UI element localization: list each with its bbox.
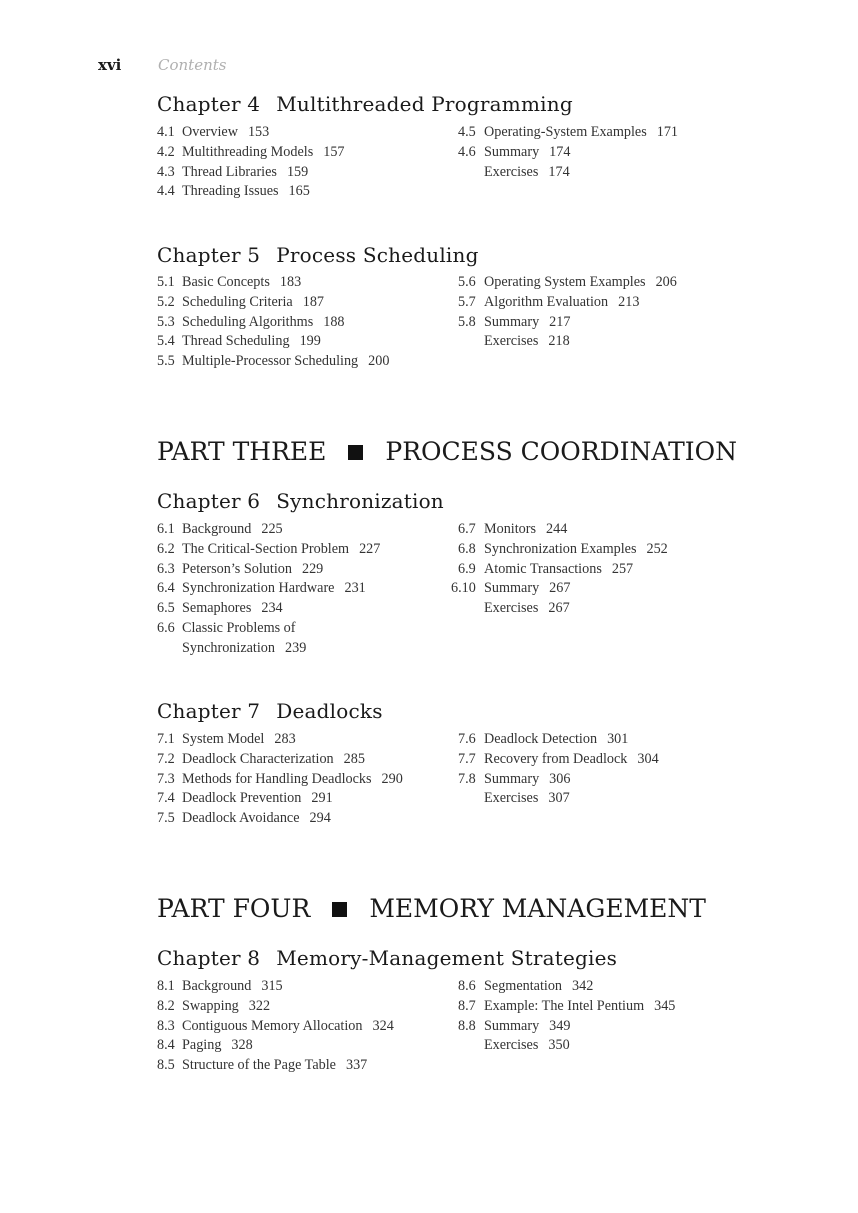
section-page: 252 [646,540,668,557]
toc-entry [157,162,308,182]
toc-entry [157,638,306,658]
section-page: 159 [286,163,309,180]
section-number: 4.6 [458,143,476,160]
section-number: 8.7 [458,997,476,1014]
toc-entry [157,598,283,618]
toc-entry [157,1035,253,1055]
section-title: Summary [484,580,540,597]
section-title: Recovery from Deadlock [484,750,628,767]
toc-entry [157,996,270,1016]
toc-entry [458,976,593,996]
section-number: 6.10 [451,580,476,597]
toc-entry [458,331,570,351]
section-page: 183 [279,274,302,290]
section-title: Deadlock Characterization [182,750,334,767]
chapter-number: Chapter 8 [157,946,261,970]
chapter-number: Chapter 4 [157,92,261,116]
chapter-title: Memory-Management Strategies [276,946,618,970]
chapter-number: Chapter 5 [157,243,261,267]
section-title: Thread Scheduling [182,333,290,350]
section-title: Contiguous Memory Allocation [182,1017,363,1034]
section-page: 290 [381,770,403,787]
toc-entry [157,976,283,996]
part-label: PART THREE [157,437,327,466]
section-page: 174 [548,163,570,180]
section-title: Segmentation [484,978,563,994]
section-title: Threading Issues [182,183,279,200]
section-page: 234 [261,600,283,617]
section-page: 315 [261,978,283,994]
section-title: Atomic Transactions [484,560,602,577]
section-number: 7.4 [157,790,175,807]
chapter-8-heading [157,946,617,970]
section-number: 7.3 [157,770,175,787]
section-number: 7.2 [157,750,175,767]
toc-entry [157,181,310,201]
section-number: 5.2 [157,293,175,310]
section-page: 165 [288,183,310,200]
section-title: Monitors [484,521,537,537]
toc-entry [458,559,633,579]
section-page: 328 [231,1037,253,1054]
section-page: 283 [274,731,296,747]
toc-entry [157,1016,394,1036]
section-number: 6.1 [157,521,175,537]
section-title: Peterson’s Solution [182,560,292,577]
section-page: 345 [654,997,676,1014]
chapter-title: Deadlocks [276,699,383,723]
section-number: 6.6 [157,620,175,636]
section-page: 285 [343,750,365,767]
section-number: 8.4 [157,1037,175,1054]
section-title: Operating System Examples [484,274,646,290]
chapter-5-heading [157,243,479,267]
section-number: 6.4 [157,580,175,597]
section-title: Synchronization [182,639,275,656]
section-title: Exercises [484,163,539,180]
section-page: 229 [301,560,324,577]
toc-entry [458,788,570,808]
toc-entry [458,598,570,618]
section-number: 4.4 [157,183,175,200]
toc-entry [157,142,345,162]
section-number: 6.9 [458,560,476,577]
section-title: Deadlock Prevention [182,790,302,807]
toc-entry [458,142,570,162]
toc-entry [157,808,331,828]
section-number: 8.5 [157,1057,175,1074]
section-title: Summary [484,143,540,160]
part-title: MEMORY MANAGEMENT [369,894,706,923]
toc-entry [458,122,678,142]
part-title: PROCESS COORDINATION [385,437,738,466]
section-page: 244 [546,521,568,537]
section-number: 7.8 [458,770,476,787]
toc-entry [157,749,365,769]
section-title: Paging [182,1037,222,1054]
chapter-title: Synchronization [276,489,444,513]
section-title: Exercises [484,333,539,350]
running-title: Contents [158,56,227,74]
section-page: 213 [618,293,640,310]
section-number: 4.5 [458,124,476,140]
section-number: 6.8 [458,540,476,557]
section-number: 5.5 [157,353,175,370]
section-title: Exercises [484,600,539,617]
section-title: Structure of the Page Table [182,1057,336,1074]
section-title: The Critical-Section Problem [182,540,350,557]
section-number: 8.2 [157,997,175,1014]
section-title: Methods for Handling Deadlocks [182,770,372,787]
toc-entry [458,769,570,789]
chapter-7-heading [157,699,383,723]
toc-entry [157,331,321,351]
section-page: 337 [345,1057,368,1074]
section-title: System Model [182,731,265,747]
section-page: 304 [637,750,659,767]
section-number: 5.4 [157,333,175,350]
section-title: Synchronization Hardware [182,580,335,597]
chapter-6-heading [157,489,444,513]
section-page: 322 [248,997,271,1014]
section-title: Background [182,978,252,994]
section-number: 7.5 [157,810,175,827]
toc-entry [157,578,366,598]
section-title: Basic Concepts [182,274,270,290]
section-title: Multiple-Processor Scheduling [182,353,359,370]
toc-entry [157,351,389,371]
square-bullet-icon [332,902,347,917]
section-page: 188 [323,313,345,330]
section-page: 267 [549,580,571,597]
section-page: 206 [655,274,677,290]
section-number: 4.3 [157,163,175,180]
section-number: 6.7 [458,521,476,537]
section-title: Operating-System Examples [484,124,647,140]
toc-entry [458,539,668,559]
toc-entry [157,769,403,789]
section-title: Algorithm Evaluation [484,293,609,310]
section-page: 324 [372,1017,394,1034]
toc-entry [157,122,269,142]
section-page: 187 [302,293,324,310]
toc-entry [458,519,567,539]
section-title: Thread Libraries [182,163,277,180]
section-page: 200 [368,353,390,370]
section-title: Deadlock Avoidance [182,810,300,827]
section-title: Swapping [182,997,239,1014]
section-page: 267 [548,600,570,617]
chapter-title: Process Scheduling [276,243,479,267]
toc-entry [458,729,628,749]
section-page: 218 [548,333,570,350]
section-title: Exercises [484,1037,539,1054]
section-number: 6.2 [157,540,175,557]
section-title: Summary [484,770,540,787]
section-title: Summary [484,313,540,330]
toc-entry [157,539,380,559]
section-number: 7.6 [458,731,476,747]
toc-entry [157,312,345,332]
section-page: 257 [611,560,634,577]
section-title: Semaphores [182,600,252,617]
section-title: Deadlock Detection [484,731,598,747]
toc-entry [458,749,659,769]
section-title: Background [182,521,252,537]
toc-entry [458,292,639,312]
section-number: 6.5 [157,600,175,617]
section-number: 7.1 [157,731,175,747]
section-page: 157 [323,143,345,160]
toc-entry [157,618,306,638]
section-page: 227 [359,540,381,557]
toc-entry [157,272,301,292]
section-page: 342 [572,978,594,994]
section-number: 6.3 [157,560,175,577]
section-page: 171 [656,124,679,140]
section-title: Multithreading Models [182,143,314,160]
section-number: 5.7 [458,293,476,310]
section-page: 349 [549,1017,571,1034]
toc-entry [458,1016,570,1036]
toc-entry [458,312,570,332]
section-page: 225 [261,521,283,537]
square-bullet-icon [348,445,363,460]
part-four-heading [157,894,706,923]
section-page: 231 [344,580,366,597]
toc-entry [157,788,333,808]
section-page: 350 [548,1037,570,1054]
section-page: 199 [299,333,321,350]
section-title: Overview [182,124,238,140]
toc-entry [458,272,677,292]
section-title: Example: The Intel Pentium [484,997,645,1014]
section-title: Scheduling Criteria [182,293,293,310]
section-number: 7.7 [458,750,476,767]
section-page: 306 [549,770,571,787]
toc-entry [157,519,283,539]
section-number: 8.1 [157,978,175,994]
section-number: 5.8 [458,313,476,330]
section-number: 8.8 [458,1017,476,1034]
section-number: 5.3 [157,313,175,330]
section-page: 307 [548,790,570,807]
chapter-4-heading [157,92,573,116]
toc-entry [458,996,675,1016]
part-three-heading [157,437,737,466]
section-title: Exercises [484,790,539,807]
section-number: 4.1 [157,124,175,140]
toc-entry [458,1035,570,1055]
toc-entry [157,1055,367,1075]
toc-entry [451,578,570,598]
section-number: 8.6 [458,978,476,994]
section-page: 217 [549,313,571,330]
chapter-number: Chapter 7 [157,699,261,723]
section-page: 239 [285,639,307,656]
section-title: Scheduling Algorithms [182,313,314,330]
section-page: 174 [549,143,571,160]
chapter-title: Multithreaded Programming [276,92,573,116]
section-page: 153 [247,124,270,140]
section-page: 301 [607,731,629,747]
section-number: 8.3 [157,1017,175,1034]
section-page: 291 [311,790,333,807]
toc-entry [157,292,324,312]
section-title: Synchronization Examples [484,540,637,557]
section-number: 5.1 [157,274,175,290]
toc-entry [157,729,296,749]
section-number: 4.2 [157,143,175,160]
section-title: Classic Problems of [182,620,296,636]
toc-entry [157,559,323,579]
section-page: 294 [309,810,331,827]
chapter-number: Chapter 6 [157,489,261,513]
toc-entry [458,162,570,182]
section-number: 5.6 [458,274,476,290]
section-title: Summary [484,1017,540,1034]
part-label: PART FOUR [157,894,311,923]
page-number: xvi [98,56,122,74]
